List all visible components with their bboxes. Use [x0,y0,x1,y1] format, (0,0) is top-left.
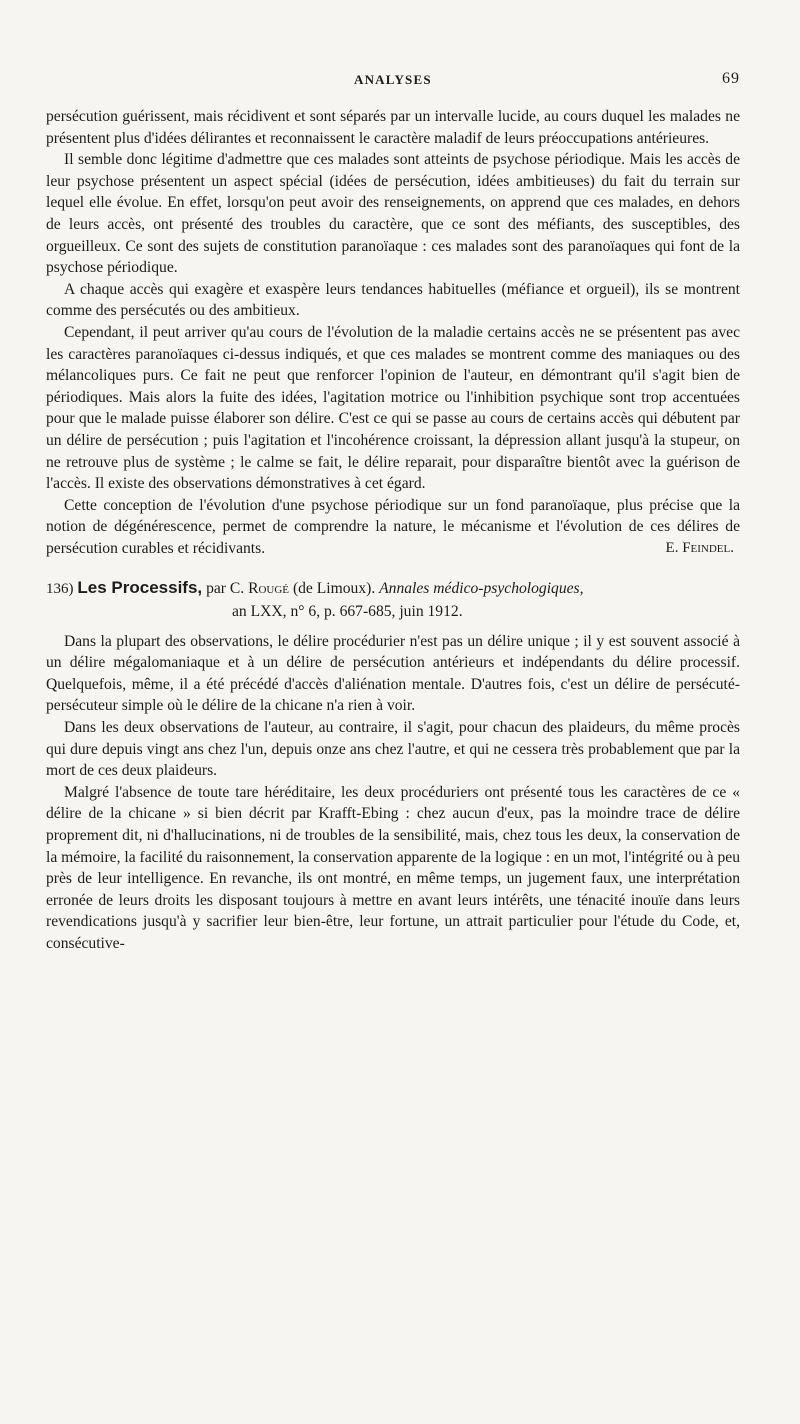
analysis-135-continued [46,106,740,559]
entry-title: Les Processifs, [77,578,203,598]
paragraph: Dans la plupart des observations, le délire procédurier n'est pas un délire unique ; il y est souvent associé à un délire mégalomaniaque et à un délire de persécution antérieurs et indépendants du délire processif. Quelquefois, même, il a été précédé d'accès d'aliénation mentale. D'autres fois, c'est un délire de persécuté-persécuteur simple où le délire de la chicane n'a rien à voir. [46,632,740,715]
page-number: 69 [722,70,740,87]
paragraph: Cependant, il peut arriver qu'au cours de l'évolution de la maladie certains accès ne se présentent pas avec les caractères paranoïaques ci-dessus indiqués, et que ces malades se montrent comme des maniaques ou des mélancoliques purs. Ce fait ne peut que renforcer l'opinion de l'auteur, en démontrant qu'il s'agit bien de périodiques. Mais alors la fuite des idées, l'agitation motrice ou l'inhibition psychique sont trop accentuées pour que le malade puisse élaborer son délire. C'est ce qui se passe au cours de certains accès qui débutent par un délire de persécution ; puis l'agitation et l'incohérence croissant, la dépression allant jusqu'à la stupeur, on ne retrouve plus de système ; le calme se fait, le délire reparait, pour disparaître bientôt avec la guérison de l'accès. Il existe des observations démonstratives à cet égard. [46,323,740,493]
analysis-entry-heading [46,577,740,622]
author-name: Rougé [248,580,290,598]
author-place: (de Limoux). [292,580,376,598]
author-prefix: par C. [206,580,245,598]
running-header [46,68,740,92]
paragraph: Dans les deux observations de l'auteur, au contraire, il s'agit, pour chacun des plaideurs, du même procès qui dure depuis vingt ans chez l'un, depuis onze ans chez l'autre, et qui ne cessera très probablement que par la mort de ces deux plaideurs. [46,719,740,780]
citation-details: an LXX, n° 6, p. 667-685, juin 1912. [232,603,463,621]
page [46,68,740,955]
author-signature: E. Feindel. [665,539,734,556]
paragraph: Il semble donc légitime d'admettre que ces malades sont atteints de psychose périodique. Mais les accès de leur psychose présentent un aspect spécial (idées de persécution, idées ambitieuses) du fait du terrain sur lequel elle évolue. En effet, lorsqu'on peut avoir des renseignements, on apprend que ces malades, en dehors de leurs accès, ont présenté des troubles du caractère, que ce sont des méfiants, des susceptibles, des orgueilleux. Ce sont des sujets de constitution paranoïaque : ces malades sont des paranoïaques qui font de la psychose périodique. [46,151,740,277]
running-title: ANALYSES [354,72,432,87]
paragraph: Malgré l'absence de toute tare héréditaire, les deux procéduriers ont présenté tous les caractères de ce « délire de la chicane » si bien décrit par Krafft-Ebing : chez aucun d'eux, pas la moindre trace de délire proprement dit, ni d'hallucinations, ni de troubles de la sensibilité, mais, chez tous les deux, la conservation de la mémoire, la facilité du raisonnement, la conservation apparente de la logique : en un mot, l'intégrité ou à peu près de leur intelligence. En revanche, ils ont montré, en même temps, un jugement faux, une interprétation erronée de leurs droits les disposant toujours à mettre en avant leurs intérêts, une ténacité inouïe dans leurs revendications jusqu'à y sacrifier leur bien-être, leur fortune, un attrait particulier pour l'étude du Code, et, consécutive- [46,783,740,952]
journal-title: Annales médico-psychologiques, [379,580,584,598]
analysis-136-body [46,631,740,955]
paragraph: persécution guérissent, mais récidivent et sont séparés par un intervalle lucide, au cours duquel les malades ne présentent plus d'idées délirantes et reconnaissent le caractère maladif de leurs préoccupations antérieures. [46,108,740,147]
paragraph: A chaque accès qui exagère et exaspère leurs tendances habituelles (méfiance et orgueil), ils se montrent comme des persécutés ou des ambitieux. [46,280,740,320]
paragraph: Cette conception de l'évolution d'une psychose périodique sur un fond paranoïaque, plus précise que la notion de dégénérescence, permet de comprendre la nature, le mécanisme et l'évolution de ces délires de persécution curables et récidivants. [46,496,740,557]
entry-number: 136) [46,581,74,598]
